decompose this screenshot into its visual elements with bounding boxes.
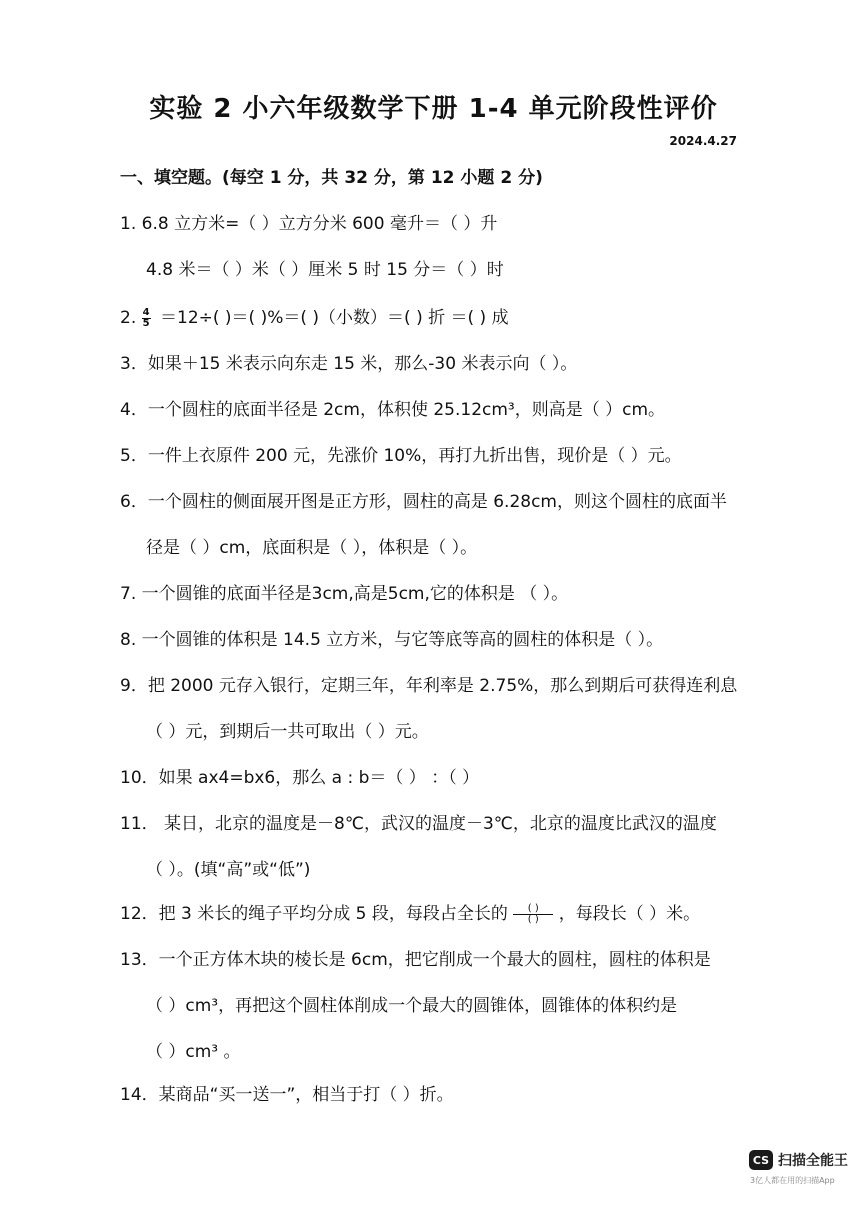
question-9-line-2: （ ）元，到期后一共可取出（ ）元。: [146, 722, 429, 742]
question-2-text: ＝12÷( )＝( )%＝( )（小数）＝( ) 折 ＝( ) 成: [160, 308, 509, 328]
fraction-blank-denominator: ( ): [527, 913, 539, 925]
fraction-blank-numerator: ( ): [513, 904, 553, 915]
question-1-line-2: 4.8 米＝（ ）米（ ）厘米 5 时 15 分＝（ ）时: [146, 260, 504, 280]
question-8: 8. 一个圆锥的体积是 14.5 立方米，与它等底等高的圆柱的体积是（ ）。: [120, 630, 664, 650]
scanner-watermark: [749, 1150, 848, 1170]
question-10: 10．如果 ax4=bx6，那么 a : b＝（ ） ：（ ）: [120, 768, 480, 788]
question-11-line-1: 11． 某日，北京的温度是－8℃，武汉的温度－3℃，北京的温度比武汉的温度: [120, 814, 717, 834]
exam-date: 2024.4.27: [669, 134, 737, 148]
fraction-four-fifths: [142, 308, 151, 329]
fraction-blank: [513, 904, 553, 925]
question-12-prefix: 12．把 3 米长的绳子平均分成 5 段，每段占全长的: [120, 904, 508, 924]
question-3: 3．如果＋15 米表示向东走 15 米，那么-30 米表示向（ ）。: [120, 354, 578, 374]
question-12: [120, 902, 700, 926]
question-13-line-2: （ ）cm³，再把这个圆柱体削成一个最大的圆锥体，圆锥体的体积约是: [146, 996, 678, 1016]
question-9-line-1: 9．把 2000 元存入银行，定期三年，年利率是 2.75%，那么到期后可获得连利息: [120, 676, 738, 696]
question-5: 5．一件上衣原件 200 元，先涨价 10%，再打九折出售，现价是（ ）元。: [120, 446, 682, 466]
watermark-tagline: 3亿人都在用的扫描App: [750, 1176, 835, 1185]
question-2-number: 2.: [120, 308, 137, 328]
section-heading: 一、填空题。(每空 1 分，共 32 分，第 12 小题 2 分): [120, 168, 543, 188]
question-14: 14．某商品“买一送一”，相当于打（ ）折。: [120, 1085, 454, 1105]
camscanner-logo-icon: CS: [749, 1150, 773, 1170]
question-2: [120, 306, 509, 330]
question-6-line-1: 6．一个圆柱的侧面展开图是正方形，圆柱的高是 6.28cm，则这个圆柱的底面半: [120, 492, 727, 512]
fraction-denominator: 5: [142, 317, 150, 329]
fraction-numerator: 4: [142, 306, 150, 318]
question-13-line-3: （ ）cm³ 。: [146, 1042, 241, 1062]
question-13-line-1: 13．一个正方体木块的棱长是 6cm，把它削成一个最大的圆柱，圆柱的体积是: [120, 950, 711, 970]
question-11-line-2: （ ）。(填“高”或“低”): [146, 860, 311, 880]
question-4: 4．一个圆柱的底面半径是 2cm，体积使 25.12cm³，则高是（ ）cm。: [120, 400, 666, 420]
question-12-suffix: ，每段长（ ）米。: [558, 904, 701, 924]
question-6-line-2: 径是（ ）cm，底面积是（ ），体积是（ ）。: [146, 538, 478, 558]
question-1-line-1: 1. 6.8 立方米=（ ）立方分米 600 毫升＝（ ）升: [120, 214, 498, 234]
page-title: 实验 2 小六年级数学下册 1-4 单元阶段性评价: [149, 94, 718, 124]
watermark-name: 扫描全能王: [778, 1153, 848, 1169]
question-7: 7. 一个圆锥的底面半径是3cm,高是5cm,它的体积是 （ ）。: [120, 584, 569, 604]
